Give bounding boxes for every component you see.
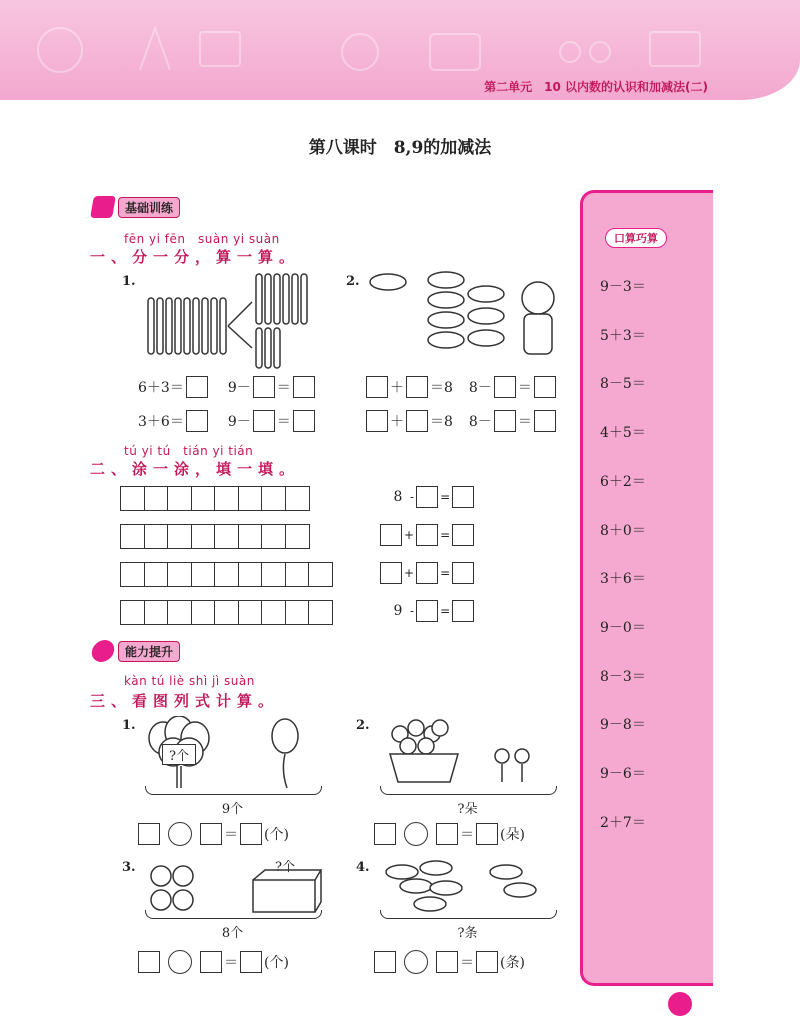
color-cell[interactable] xyxy=(285,600,310,625)
color-cell[interactable] xyxy=(120,524,145,549)
stick-bundle-9 xyxy=(148,298,226,354)
mental-math-item: 8－3＝ xyxy=(600,668,646,685)
mental-math-item: 9－6＝ xyxy=(600,766,646,782)
s3-heading: 三、看图列式计算。 xyxy=(90,692,280,710)
q2-number: 2. xyxy=(346,274,360,289)
answer-box[interactable] xyxy=(138,951,160,973)
q2-eq-row-2: ＋ ＝8 8－ ＝ xyxy=(366,410,556,432)
color-cell[interactable] xyxy=(144,486,169,511)
color-cell[interactable] xyxy=(285,524,310,549)
operator-circle[interactable] xyxy=(168,822,192,846)
answer-box[interactable] xyxy=(380,562,402,584)
answer-box[interactable] xyxy=(138,823,160,845)
p2-number: 2. xyxy=(356,718,370,733)
operator-circle[interactable] xyxy=(168,950,192,974)
mental-math-item: 9－3＝ xyxy=(600,279,646,295)
mental-math-item: 8＋0＝ xyxy=(600,522,646,539)
color-cell[interactable] xyxy=(285,486,310,511)
p2-equation: ＝ (朵) xyxy=(374,822,525,846)
answer-box[interactable] xyxy=(452,562,474,584)
fish-illustration xyxy=(380,858,555,914)
s2-eq-row-1: 8 - = xyxy=(388,486,474,508)
answer-box[interactable] xyxy=(476,951,498,973)
answer-box[interactable] xyxy=(406,410,428,432)
p3-total: 8个 xyxy=(221,926,244,941)
mental-math-item: 6＋2＝ xyxy=(600,473,646,490)
answer-box[interactable] xyxy=(416,600,438,622)
s1-heading: 一、分一分，算一算。 xyxy=(90,248,301,266)
flowers-illustration xyxy=(380,714,550,790)
answer-box[interactable] xyxy=(406,376,428,398)
color-cell[interactable] xyxy=(308,600,333,625)
answer-box[interactable] xyxy=(366,376,388,398)
mental-math-item: 9－0＝ xyxy=(600,619,646,636)
answer-box[interactable] xyxy=(452,600,474,622)
brace xyxy=(380,910,557,919)
color-cell[interactable] xyxy=(144,562,169,587)
color-grid-row xyxy=(120,562,333,587)
book-icon xyxy=(90,196,116,218)
operator-circle[interactable] xyxy=(404,822,428,846)
color-cell[interactable] xyxy=(191,600,216,625)
ability-badge: 能力提升 xyxy=(92,640,180,662)
mental-math-item: 9－8＝ xyxy=(600,717,646,734)
color-cell[interactable] xyxy=(308,562,333,587)
hidden-count-label: ?个 xyxy=(162,744,196,765)
answer-box[interactable] xyxy=(436,951,458,973)
s2-heading: 二、涂一涂，填一填。 xyxy=(90,460,301,478)
color-cell[interactable] xyxy=(191,486,216,511)
answer-box[interactable] xyxy=(380,524,402,546)
s2-pinyin: tú yi tú tián yi tián xyxy=(124,444,254,458)
answer-box[interactable] xyxy=(374,823,396,845)
color-cell[interactable] xyxy=(214,562,239,587)
answer-box[interactable] xyxy=(436,823,458,845)
color-cell[interactable] xyxy=(167,600,192,625)
color-cell[interactable] xyxy=(214,600,239,625)
p2-total: ?朵 xyxy=(457,802,478,817)
s2-eq-row-3: + = xyxy=(380,562,474,584)
answer-box[interactable] xyxy=(240,951,262,973)
color-grid-row xyxy=(120,524,310,549)
color-cell[interactable] xyxy=(120,486,145,511)
color-cell[interactable] xyxy=(214,524,239,549)
answer-box[interactable] xyxy=(200,951,222,973)
answer-box[interactable] xyxy=(366,410,388,432)
mental-math-item: 4＋5＝ xyxy=(600,425,646,442)
p4-total: ?条 xyxy=(457,926,478,941)
sidebar-title: 口算巧算 xyxy=(605,228,667,248)
answer-box[interactable] xyxy=(293,410,315,432)
answer-box[interactable] xyxy=(416,562,438,584)
answer-box[interactable] xyxy=(374,951,396,973)
page-number-dot xyxy=(668,992,692,1016)
color-cell[interactable] xyxy=(191,524,216,549)
color-cell[interactable] xyxy=(238,486,263,511)
mental-math-item: 2＋7＝ xyxy=(600,814,646,831)
color-cell[interactable] xyxy=(261,524,286,549)
s1-pinyin: fēn yi fēn suàn yi suàn xyxy=(124,232,280,246)
rocket-icon xyxy=(90,640,116,662)
answer-box[interactable] xyxy=(416,524,438,546)
answer-box[interactable] xyxy=(534,410,556,432)
bread-and-boy-illustration xyxy=(368,268,568,360)
answer-box[interactable] xyxy=(534,376,556,398)
operator-circle[interactable] xyxy=(404,950,428,974)
answer-box[interactable] xyxy=(200,823,222,845)
color-cell[interactable] xyxy=(214,486,239,511)
brace xyxy=(145,786,322,795)
answer-box[interactable] xyxy=(186,376,208,398)
q1-eq-row-1: 6＋3＝ 9－ ＝ xyxy=(138,376,315,398)
color-cell[interactable] xyxy=(144,524,169,549)
color-cell[interactable] xyxy=(238,524,263,549)
color-cell[interactable] xyxy=(167,562,192,587)
answer-box[interactable] xyxy=(494,410,516,432)
brace xyxy=(380,786,557,795)
color-cell[interactable] xyxy=(261,562,286,587)
q2-eq-row-1: ＋ ＝8 8－ ＝ xyxy=(366,376,556,398)
p1-total: 9个 xyxy=(221,802,244,817)
color-cell[interactable] xyxy=(261,600,286,625)
basic-training-badge: 基础训练 xyxy=(92,196,180,218)
q1-eq-row-2: 3＋6＝ 9－ ＝ xyxy=(138,410,315,432)
s2-eq-row-4: 9 - = xyxy=(388,600,474,622)
color-cell[interactable] xyxy=(261,486,286,511)
color-cell[interactable] xyxy=(167,486,192,511)
p4-number: 4. xyxy=(356,860,370,875)
answer-box[interactable] xyxy=(476,823,498,845)
brace xyxy=(145,910,322,919)
p1-equation: ＝ (个) xyxy=(138,822,289,846)
answer-box[interactable] xyxy=(452,486,474,508)
sticks-illustration xyxy=(140,272,340,372)
hidden-count-label: ?个 xyxy=(275,860,295,875)
color-cell[interactable] xyxy=(191,562,216,587)
mental-math-item: 8－5＝ xyxy=(600,376,646,393)
answer-box[interactable] xyxy=(240,823,262,845)
color-cell[interactable] xyxy=(120,562,145,587)
answer-box[interactable] xyxy=(186,410,208,432)
p3-number: 3. xyxy=(122,860,136,875)
color-grid-row xyxy=(120,600,333,625)
p1-number: 1. xyxy=(122,718,136,733)
answer-box[interactable] xyxy=(452,524,474,546)
answer-box[interactable] xyxy=(253,376,275,398)
p4-equation: ＝ (条) xyxy=(374,950,525,974)
mental-math-item: 5＋3＝ xyxy=(600,327,646,344)
color-cell[interactable] xyxy=(238,600,263,625)
stationery-decoration-icon xyxy=(30,20,730,80)
answer-box[interactable] xyxy=(253,410,275,432)
color-cell[interactable] xyxy=(120,600,145,625)
color-cell[interactable] xyxy=(285,562,310,587)
s2-eq-row-2: + = xyxy=(380,524,474,546)
answer-box[interactable] xyxy=(416,486,438,508)
color-cell[interactable] xyxy=(167,524,192,549)
mental-math-item: 3＋6＝ xyxy=(600,571,646,588)
p3-equation: ＝ (个) xyxy=(138,950,289,974)
color-cell[interactable] xyxy=(238,562,263,587)
answer-box[interactable] xyxy=(494,376,516,398)
answer-box[interactable] xyxy=(293,376,315,398)
s3-pinyin: kàn tú liè shì jì suàn xyxy=(124,674,255,688)
q1-number: 1. xyxy=(122,274,136,289)
lesson-title: 第八课时 8,9的加减法 xyxy=(308,138,492,158)
color-grid-row xyxy=(120,486,310,511)
color-cell[interactable] xyxy=(144,600,169,625)
unit-label: 第二单元 10 以内数的认识和加减法(二) xyxy=(484,80,708,94)
